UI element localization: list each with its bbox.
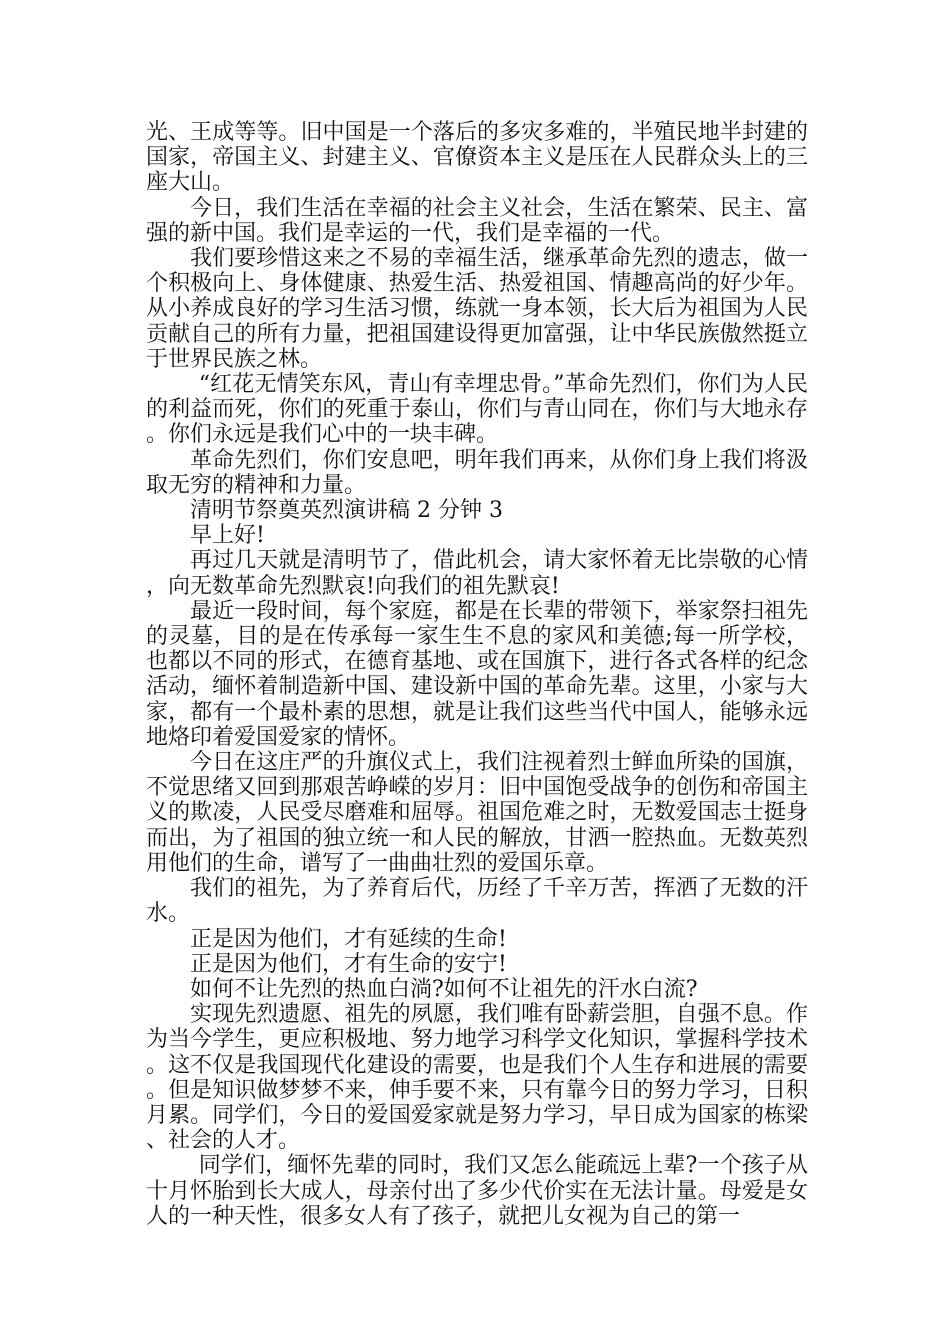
- greeting: 早上好!: [190, 523, 265, 549]
- paragraph: 我们要珍惜这来之不易的幸福生活，继承革命先烈的遗志，做一个积极向上、身体健康、热爱生活、热爱祖国、情趣高尚的好少年。从小养成良好的学习生活习惯，练就一身本领，长大后为祖国为人民贡献自己的所有力量，把祖国建设得更加富强，让中华民族傲然挺立于世界民族之林。: [146, 246, 808, 372]
- paragraph: 如何不让先烈的热血白淌?如何不让祖先的汗水白流?: [190, 976, 698, 1002]
- paragraph: 再过几天就是清明节了，借此机会，请大家怀着无比崇敬的心情，向无数革命先烈默哀!向我们的祖先默哀!: [146, 548, 808, 599]
- paragraph: 我们的祖先，为了养育后代，历经了千辛万苦，挥洒了无数的汗水。: [146, 876, 808, 927]
- document-page: [146, 120, 808, 1229]
- paragraph: 今日，我们生活在幸福的社会主义社会，生活在繁荣、民主、富强的新中国。我们是幸运的一代，我们是幸福的一代。: [146, 195, 808, 246]
- paragraph-quote: “红花无情笑东风，青山有幸埋忠骨。”革命先烈们，你们为人民的利益而死，你们的死重于泰山，你们与青山同在，你们与大地永存。你们永远是我们心中的一块丰碑。: [146, 372, 808, 448]
- paragraph: 同学们，缅怀先辈的同时，我们又怎么能疏远上辈?一个孩子从十月怀胎到长大成人，母亲付出了多少代价实在无法计量。母爱是女人的一种天性，很多女人有了孩子，就把儿女视为自己的第一: [146, 1153, 808, 1229]
- paragraph: 正是因为他们，才有生命的安宁!: [190, 951, 507, 977]
- paragraph: 实现先烈遗愿、祖先的夙愿，我们唯有卧薪尝胆，自强不息。作为当今学生，更应积极地、努力地学习科学文化知识，掌握科学技术。这不仅是我国现代化建设的需要，也是我们个人生存和进展的需要。但是知识做梦梦不来，伸手要不来，只有靠今日的努力学习，日积月累。同学们，今日的爱国爱家就是努力学习，早日成为国家的栋梁、社会的人才。: [146, 1002, 808, 1154]
- paragraph: 革命先烈们，你们安息吧，明年我们再来，从你们身上我们将汲取无穷的精神和力量。: [146, 447, 808, 498]
- paragraph: 最近一段时间，每个家庭，都是在长辈的带领下，举家祭扫祖先的灵墓，目的是在传承每一家生生不息的家风和美德;每一所学校，也都以不同的形式，在德育基地、或在国旗下，进行各式各样的纪念活动，缅怀着制造新中国、建设新中国的革命先辈。这里，小家与大家，都有一个最朴素的思想，就是让我们这些当代中国人，能够永远地烙印着爱国爱家的情怀。: [146, 598, 808, 750]
- paragraph-continuation: 光、王成等等。旧中国是一个落后的多灾多难的，半殖民地半封建的国家，帝国主义、封建主义、官僚资本主义是压在人民群众头上的三座大山。: [146, 120, 808, 196]
- paragraph: 正是因为他们，才有延续的生命!: [190, 926, 507, 952]
- paragraph: 今日在这庄严的升旗仪式上，我们注视着烈士鲜血所染的国旗，不觉思绪又回到那艰苦峥嵘的岁月：旧中国饱受战争的创伤和帝国主义的欺凌，人民受尽磨难和屈辱。祖国危难之时，无数爱国志士挺身而出，为了祖国的独立统一和人民的解放，甘洒一腔热血。无数英烈用他们的生命，谱写了一曲曲壮烈的爱国乐章。: [146, 750, 808, 876]
- section-title: 清明节祭奠英烈演讲稿 2 分钟 3: [190, 498, 503, 524]
